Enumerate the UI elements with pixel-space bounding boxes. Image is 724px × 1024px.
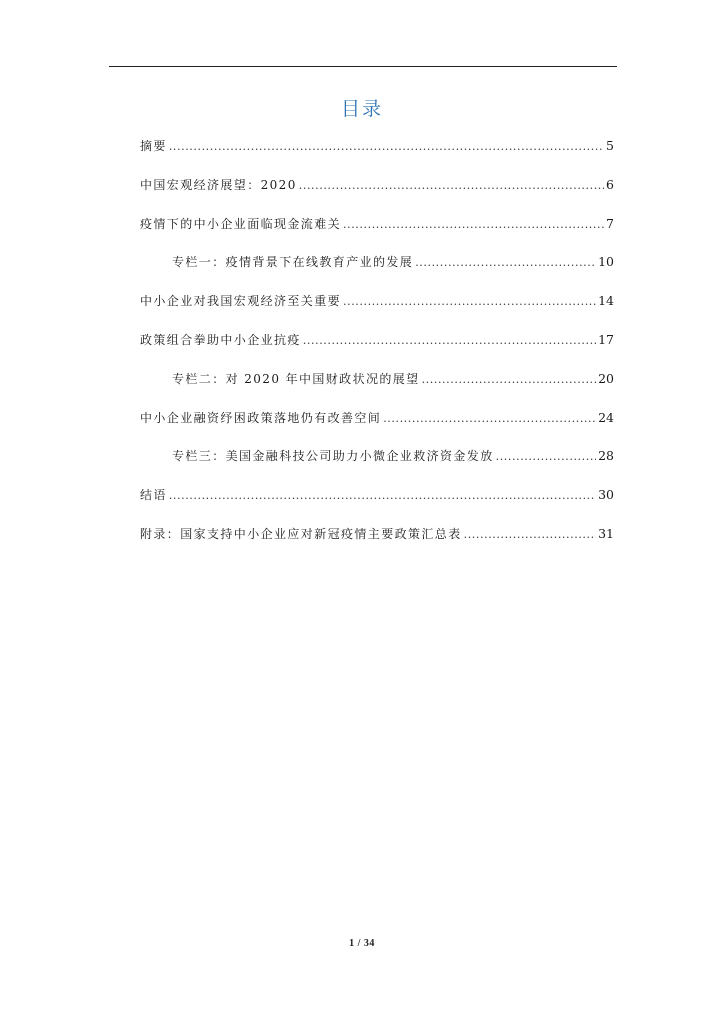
toc-dot-leader bbox=[299, 176, 604, 196]
table-of-contents bbox=[140, 136, 614, 563]
page-number-footer bbox=[0, 938, 724, 949]
toc-entry-page: 30 bbox=[598, 487, 614, 503]
current-page-number: 1 bbox=[349, 938, 355, 949]
toc-entry-sme-importance[interactable] bbox=[140, 291, 614, 330]
toc-entry-column-three[interactable] bbox=[140, 446, 614, 485]
toc-entry-label: 专栏一：疫情背景下在线教育产业的发展 bbox=[172, 255, 414, 270]
toc-entry-label: 中国宏观经济展望：2020 bbox=[140, 177, 297, 192]
toc-entry-page: 20 bbox=[598, 370, 614, 386]
toc-entry-financing-relief[interactable] bbox=[140, 408, 614, 447]
toc-entry-label: 摘要 bbox=[140, 139, 167, 153]
toc-entry-conclusion[interactable] bbox=[140, 485, 614, 524]
toc-entry-macro-outlook[interactable] bbox=[140, 175, 614, 214]
toc-entry-abstract[interactable] bbox=[140, 136, 614, 175]
toc-dot-leader bbox=[464, 525, 596, 545]
toc-entry-column-one[interactable] bbox=[140, 252, 614, 291]
toc-entry-page: 14 bbox=[598, 293, 614, 309]
toc-entry-page: 17 bbox=[598, 331, 614, 347]
toc-entry-cashflow[interactable] bbox=[140, 214, 614, 253]
toc-entry-policy-combo[interactable] bbox=[140, 330, 614, 369]
toc-entry-page: 31 bbox=[598, 525, 614, 541]
toc-dot-leader bbox=[169, 486, 596, 506]
toc-entry-label: 专栏三：美国金融科技公司助力小微企业救济资金发放 bbox=[172, 449, 494, 464]
toc-title: 目录 bbox=[340, 98, 383, 120]
toc-entry-label: 疫情下的中小企业面临现金流难关 bbox=[140, 216, 342, 231]
toc-entry-page: 6 bbox=[606, 176, 614, 192]
toc-dot-leader bbox=[383, 409, 596, 429]
toc-entry-page: 10 bbox=[598, 254, 614, 270]
toc-dot-leader bbox=[415, 253, 596, 273]
toc-entry-column-two[interactable] bbox=[140, 369, 614, 408]
toc-dot-leader bbox=[303, 331, 596, 351]
toc-entry-appendix[interactable] bbox=[140, 524, 614, 563]
toc-entry-label: 专栏二：对 2020 年中国财政状况的展望 bbox=[172, 371, 420, 386]
page-separator: / bbox=[357, 938, 361, 949]
toc-entry-page: 7 bbox=[606, 215, 614, 231]
toc-entry-page: 5 bbox=[606, 138, 614, 153]
toc-dot-leader bbox=[343, 215, 604, 235]
toc-entry-label: 附录：国家支持中小企业应对新冠疫情主要政策汇总表 bbox=[140, 526, 462, 541]
toc-dot-leader bbox=[422, 370, 597, 390]
toc-dot-leader bbox=[343, 292, 596, 312]
toc-entry-page: 24 bbox=[598, 409, 614, 425]
toc-dot-leader bbox=[169, 137, 604, 157]
toc-entry-label: 中小企业融资纾困政策落地仍有改善空间 bbox=[140, 410, 382, 425]
header-rule bbox=[109, 66, 617, 67]
toc-entry-page: 28 bbox=[598, 448, 614, 464]
toc-dot-leader bbox=[496, 447, 596, 467]
toc-entry-label: 结语 bbox=[140, 488, 167, 503]
toc-entry-label: 政策组合拳助中小企业抗疫 bbox=[140, 332, 301, 347]
total-pages-number: 34 bbox=[363, 938, 375, 949]
toc-entry-label: 中小企业对我国宏观经济至关重要 bbox=[140, 294, 342, 309]
